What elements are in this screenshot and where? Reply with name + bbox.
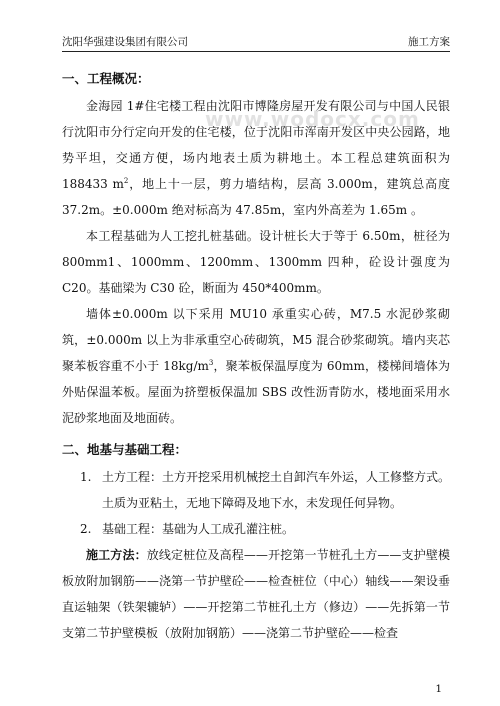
company-name: 沈阳华强建设集团有限公司: [62, 36, 188, 48]
document-body: [62, 66, 450, 646]
section-heading-foundation: 二、地基与基础工程：: [62, 442, 188, 457]
construction-method-text: 放线定桩位及高程——开挖第一节桩孔土方——支护壁模板放附加钢筋——浇第一节护壁砼——检查桩位（中心）轴线——架设垂直运轴架（铁架辘轳）——开挖第二节桩孔土方（修边）——先拆第一节支第二节护壁模板（放附加钢筋）——浇第二节护壁砼——检查: [62, 548, 450, 640]
list-item-earthwork-text: 土方工程：土方开挖采用机械挖土自卸汽车外运，人工修整方式。: [102, 470, 451, 484]
page-number: 1: [435, 683, 442, 695]
area-unit-superscript: 2: [123, 177, 129, 185]
list-item-number: 1.: [80, 470, 92, 484]
list-item-foundation-text: 基础工程：基础为人工成孔灌注桩。: [102, 522, 295, 536]
overview-paragraph-1: [62, 93, 450, 223]
construction-method-paragraph: [62, 542, 450, 646]
overview-paragraph-1-text: 金海园 1#住宅楼工程由沈阳市博隆房屋开发有限公司与中国人民银行沈阳市分行定向开发的住宅楼，位于沈阳市浑南开发区中央公园路，地势平坦，交通方便，场内地表土质为耕地土。本工程总建筑面积为 188433 m: [62, 99, 450, 191]
overview-paragraph-3-rest: ，聚苯板保温厚度为 60mm，楼梯间墙体为外贴保温苯板。屋面为挤塑板保温加 SBS 改性沥青防水，楼地面采用水泥砂浆地面及地面砖。: [62, 359, 450, 425]
construction-method-label: 施工方法：: [86, 548, 147, 562]
section-heading-overview: 一、工程概况：: [62, 71, 150, 86]
overview-paragraph-1-rest: ，地上十一层，剪力墙结构，层高 3.000m，建筑总高度 37.2m。±0.000m 绝对标高为 47.85m，室内外高差为 1.65m 。: [62, 177, 450, 217]
list-item-number: 2.: [80, 522, 92, 536]
watermark: www.wodocx.com: [205, 107, 420, 131]
overview-paragraph-3: [62, 301, 450, 431]
list-item-earthwork-continuation: 土质为亚粘土，无地下障碍及地下水，未发现任何异物。: [102, 496, 403, 510]
overview-paragraph-2: 本工程基础为人工挖扎桩基础。设计桩长大于等于 6.50m，桩径为 800mm1、1000mm、1200mm、1300mm 四种，砼设计强度为 C20。基础梁为 C30 砼，断面为 450*400mm。: [62, 229, 450, 295]
document-type: 施工方案: [408, 36, 450, 48]
density-unit-superscript: 3: [208, 359, 214, 367]
list-item-foundation: [62, 516, 450, 542]
list-item-earthwork: [62, 464, 450, 490]
overview-paragraph-3-text: 墙体±0.000m 以下采用 MU10 承重实心砖，M7.5 水泥砂浆砌筑，±0.000m 以上为非承重空心砖砌筑，M5 混合砂浆砌筑。墙内夹芯聚苯板容重不小于 18kg/m: [62, 307, 450, 373]
page-header: [62, 33, 450, 52]
